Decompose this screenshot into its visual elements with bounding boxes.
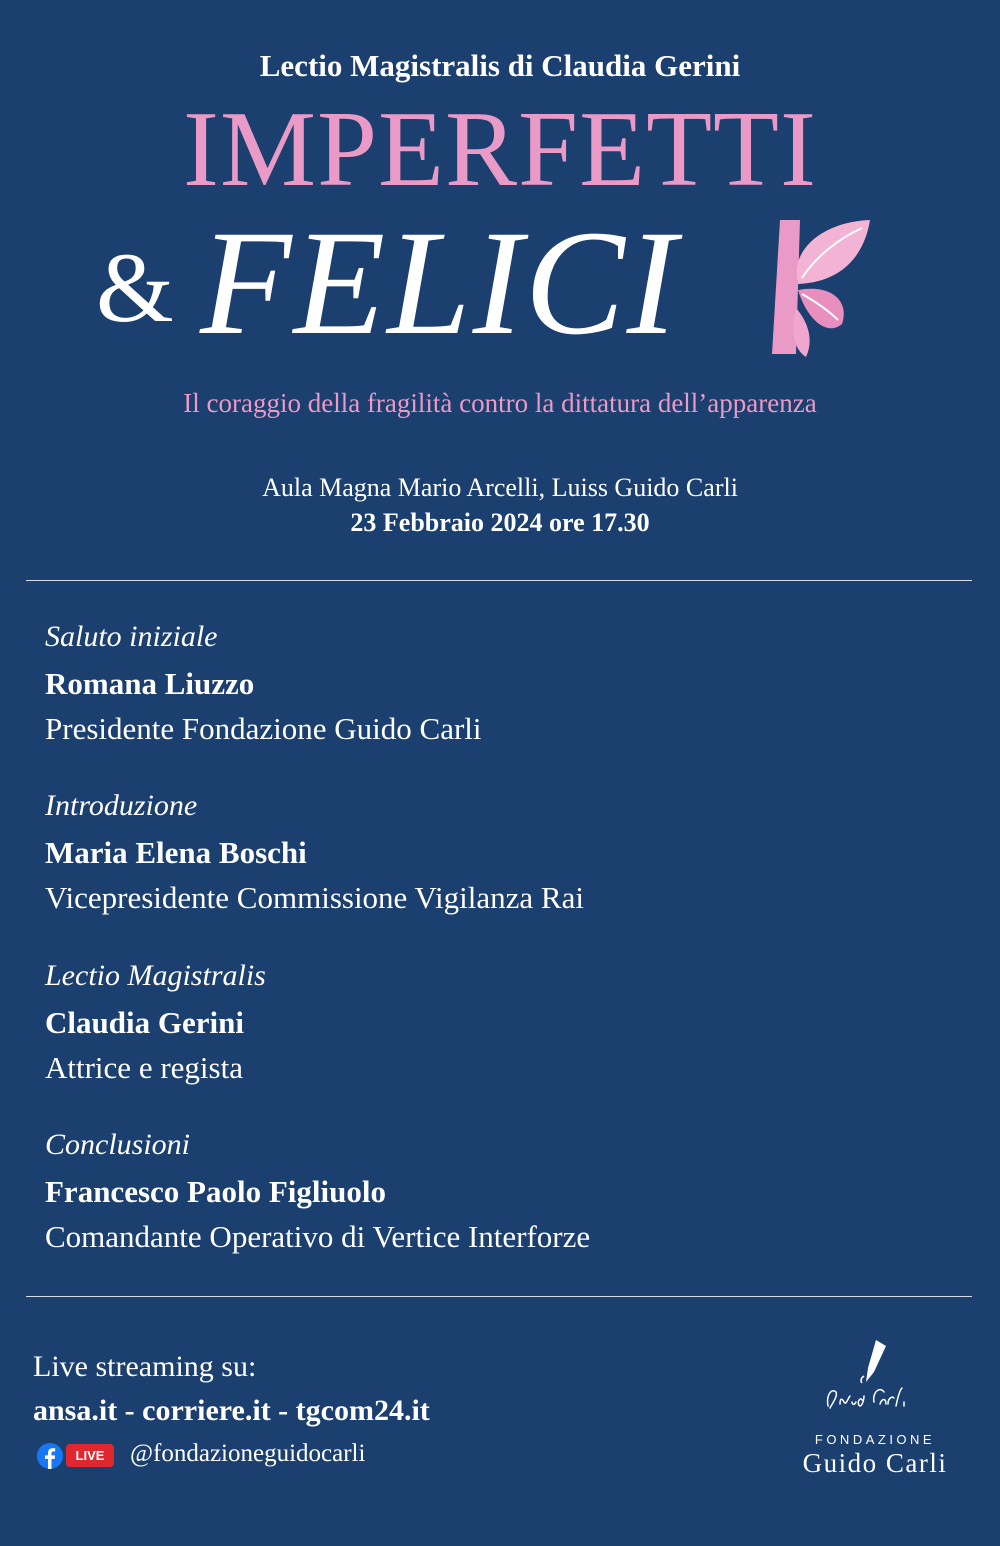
title-felici: FELICI xyxy=(200,200,679,366)
social-handle[interactable]: @fondazioneguidocarli xyxy=(130,1440,366,1467)
signature-mark xyxy=(822,1382,914,1412)
event-date: 23 Febbraio 2024 ore 17.30 xyxy=(350,508,650,537)
program-role: Conclusioni xyxy=(45,1128,191,1161)
live-badge: LIVE xyxy=(66,1444,114,1467)
title-imperfetti: IMPERFETTI xyxy=(182,90,817,209)
program-speaker: Francesco Paolo Figliuolo xyxy=(45,1174,386,1209)
program-speaker-title: Vicepresidente Commissione Vigilanza Rai xyxy=(45,880,584,915)
fountain-pen-icon xyxy=(858,1338,890,1384)
logo-fondazione: FONDAZIONE xyxy=(814,1432,936,1447)
facebook-icon[interactable] xyxy=(37,1443,63,1469)
divider xyxy=(26,580,972,581)
logo-guido-carli: Guido Carli xyxy=(802,1448,948,1478)
event-kicker: Lectio Magistralis di Claudia Gerini xyxy=(259,48,741,83)
event-subtitle: Il coraggio della fragilità contro la dittatura dell’apparenza xyxy=(183,388,817,418)
streaming-sites[interactable]: ansa.it - corriere.it - tgcom24.it xyxy=(33,1394,430,1427)
butterfly-wing-icon xyxy=(750,212,876,362)
program-item xyxy=(45,961,945,1083)
event-venue: Aula Magna Mario Arcelli, Luiss Guido Carli xyxy=(262,473,738,502)
program-role: Lectio Magistralis xyxy=(45,959,266,992)
divider xyxy=(26,1296,972,1297)
title-ampersand: & xyxy=(96,232,174,343)
live-streaming-label: Live streaming su: xyxy=(33,1350,257,1383)
program-item xyxy=(45,622,945,744)
program-role: Introduzione xyxy=(45,789,198,822)
program-item xyxy=(45,791,945,913)
program-speaker: Maria Elena Boschi xyxy=(45,835,307,870)
program-speaker: Claudia Gerini xyxy=(45,1005,244,1040)
program-item xyxy=(45,1130,945,1252)
program-speaker-title: Presidente Fondazione Guido Carli xyxy=(45,711,482,746)
program-role: Saluto iniziale xyxy=(45,620,218,653)
program-speaker-title: Attrice e regista xyxy=(45,1050,243,1085)
program-speaker-title: Comandante Operativo di Vertice Interforze xyxy=(45,1219,591,1254)
program-speaker: Romana Liuzzo xyxy=(45,666,255,701)
